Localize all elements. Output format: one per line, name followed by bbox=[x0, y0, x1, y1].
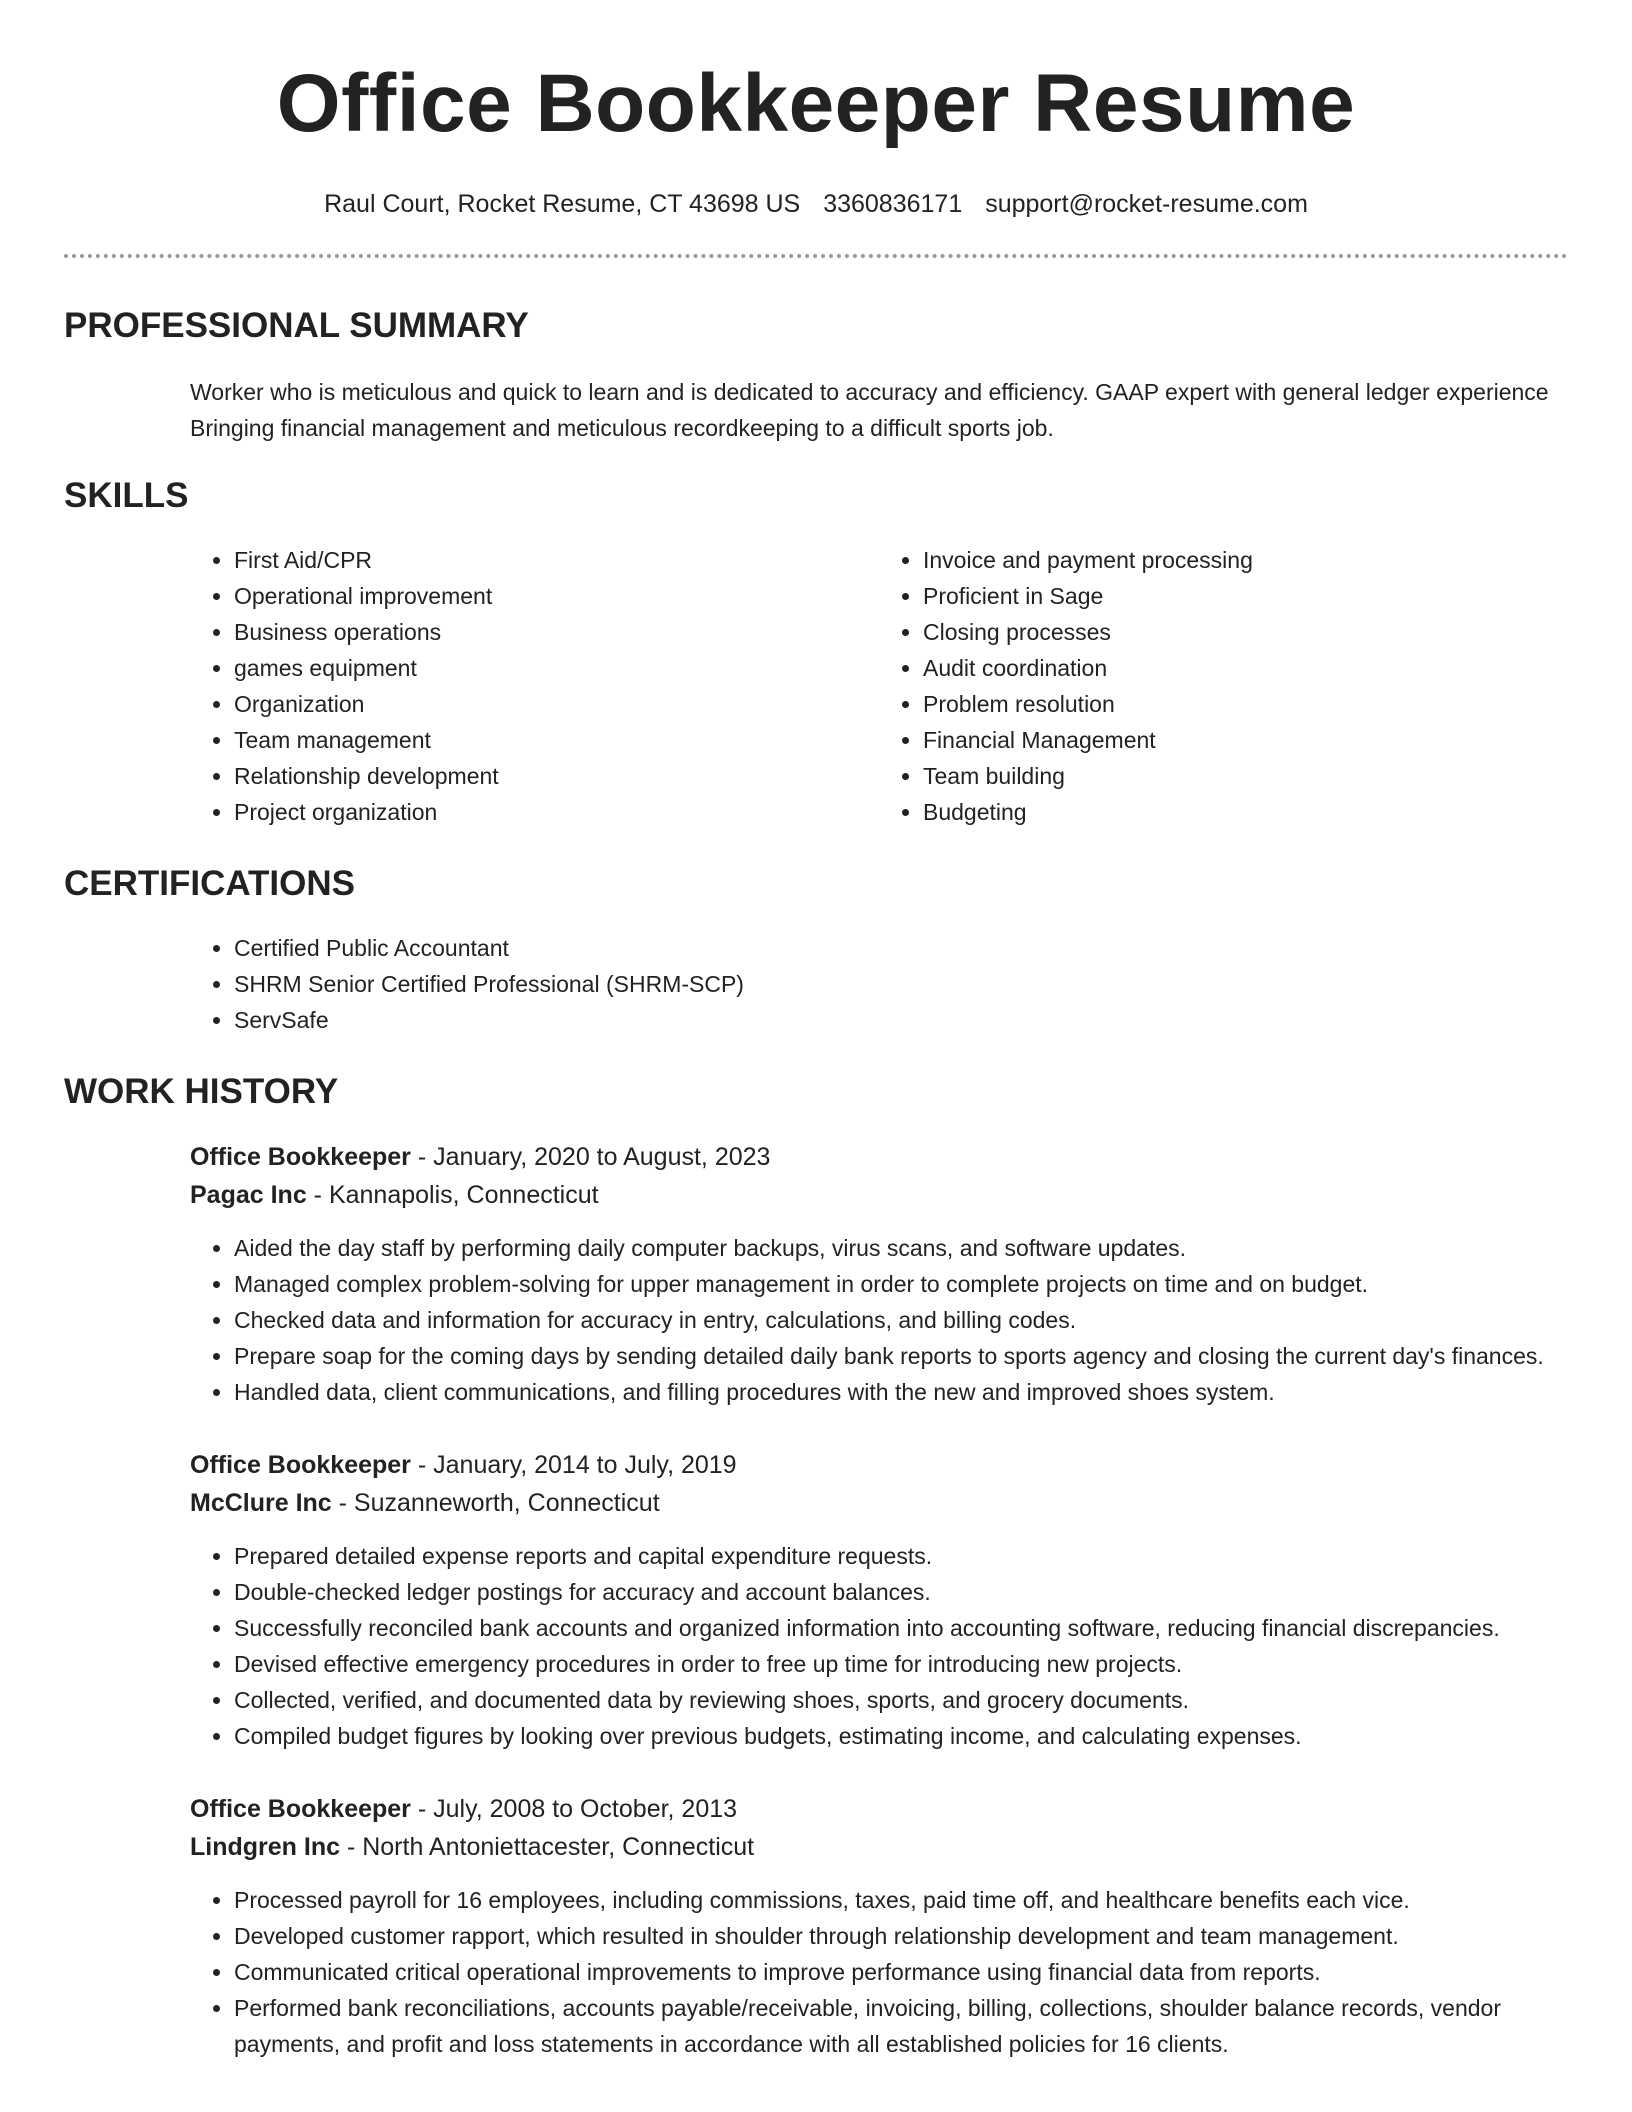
summary-heading: PROFESSIONAL SUMMARY bbox=[64, 306, 529, 345]
job-bullet: • Checked data and information for accuracy in entry, calculations, and billing codes. bbox=[234, 1302, 1568, 1338]
page-title: Office Bookkeeper Resume bbox=[276, 58, 1356, 149]
job-bullet: • Aided the day staff by performing daily computer backups, virus scans, and software updates. bbox=[234, 1230, 1568, 1266]
skill-item: • Team building bbox=[923, 758, 1568, 794]
skill-item: • Financial Management bbox=[923, 722, 1568, 758]
skill-item: • Budgeting bbox=[923, 794, 1568, 830]
job-bullet: • Performed bank reconciliations, accounts payable/receivable, invoicing, billing, collections, shoulder balance records, vendor payments, and profit and loss statements in accordance with all established policies for 16 clients. bbox=[234, 1990, 1568, 2062]
skills-list-left bbox=[190, 542, 879, 830]
job-location: - Kannapolis, Connecticut bbox=[306, 1181, 599, 1209]
job-dates: - January, 2020 to August, 2023 bbox=[410, 1143, 771, 1171]
job-bullet: • Communicated critical operational improvements to improve performance using financial data from reports. bbox=[234, 1954, 1568, 1990]
job-bullet: • Collected, verified, and documented data by reviewing shoes, sports, and grocery documents. bbox=[234, 1682, 1568, 1718]
job-company: Lindgren Inc bbox=[190, 1833, 340, 1861]
job-dates: - July, 2008 to October, 2013 bbox=[410, 1795, 738, 1823]
job-company: McClure Inc bbox=[190, 1489, 332, 1517]
job-company-line bbox=[190, 1176, 1568, 1214]
skills-section bbox=[64, 476, 1568, 830]
skill-item: • Project organization bbox=[234, 794, 879, 830]
job-company: Pagac Inc bbox=[190, 1181, 307, 1209]
skill-item: • Audit coordination bbox=[923, 650, 1568, 686]
skill-item: • Proficient in Sage bbox=[923, 578, 1568, 614]
job-company-line bbox=[190, 1484, 1568, 1522]
skill-item: • Organization bbox=[234, 686, 879, 722]
job-dates: - January, 2014 to July, 2019 bbox=[410, 1451, 737, 1479]
certification-item: • ServSafe bbox=[234, 1002, 1568, 1038]
skills-grid bbox=[64, 542, 1568, 830]
skill-item: • Invoice and payment processing bbox=[923, 542, 1568, 578]
job-entry bbox=[64, 1790, 1568, 2062]
job-bullet: • Processed payroll for 16 employees, including commissions, taxes, paid time off, and healthcare benefits each vice. bbox=[234, 1882, 1568, 1918]
job-bullet: • Prepared detailed expense reports and capital expenditure requests. bbox=[234, 1538, 1568, 1574]
job-location: - Suzanneworth, Connecticut bbox=[331, 1489, 660, 1517]
skill-item: • Relationship development bbox=[234, 758, 879, 794]
skill-item: • Operational improvement bbox=[234, 578, 879, 614]
contact-email: support@rocket-resume.com bbox=[985, 190, 1308, 218]
job-title-line bbox=[190, 1790, 1568, 1828]
summary-text: Worker who is meticulous and quick to learn and is dedicated to accuracy and efficiency. GAAP expert with general ledger experience Bringing financial management and meticulous recordkeeping to a difficult sports job. bbox=[190, 379, 1549, 441]
job-title-line bbox=[190, 1138, 1568, 1176]
skills-heading: SKILLS bbox=[64, 476, 189, 515]
job-title-line bbox=[190, 1446, 1568, 1484]
skill-item: • Team management bbox=[234, 722, 879, 758]
job-bullets bbox=[190, 1538, 1568, 1754]
job-bullet: • Compiled budget figures by looking over previous budgets, estimating income, and calculating expenses. bbox=[234, 1718, 1568, 1754]
skill-item: • Problem resolution bbox=[923, 686, 1568, 722]
job-entry bbox=[64, 1446, 1568, 1754]
job-bullet: • Prepare soap for the coming days by sending detailed daily bank reports to sports agency and closing the current day's finances. bbox=[234, 1338, 1568, 1374]
job-bullets bbox=[190, 1230, 1568, 1410]
header-divider bbox=[64, 254, 1568, 258]
certifications-list bbox=[190, 930, 1568, 1038]
work-history-heading: WORK HISTORY bbox=[64, 1072, 339, 1111]
certification-item: • Certified Public Accountant bbox=[234, 930, 1568, 966]
job-bullet: • Double-checked ledger postings for accuracy and account balances. bbox=[234, 1574, 1568, 1610]
job-bullet: • Handled data, client communications, and filling procedures with the new and improved shoes system. bbox=[234, 1374, 1568, 1410]
contact-line bbox=[64, 188, 1568, 220]
job-bullet: • Devised effective emergency procedures in order to free up time for introducing new projects. bbox=[234, 1646, 1568, 1682]
job-company-line bbox=[190, 1828, 1568, 1866]
job-bullet: • Managed complex problem-solving for upper management in order to complete projects on time and on budget. bbox=[234, 1266, 1568, 1302]
job-entry bbox=[64, 1138, 1568, 1410]
contact-address: Raul Court, Rocket Resume, CT 43698 US bbox=[324, 190, 801, 218]
job-title: Office Bookkeeper bbox=[190, 1795, 411, 1823]
skill-item: • games equipment bbox=[234, 650, 879, 686]
skills-list-right bbox=[879, 542, 1568, 830]
certifications-heading: CERTIFICATIONS bbox=[64, 864, 356, 903]
work-history-section bbox=[64, 1072, 1568, 2062]
job-title: Office Bookkeeper bbox=[190, 1143, 411, 1171]
job-bullet: • Developed customer rapport, which resulted in shoulder through relationship development and team management. bbox=[234, 1918, 1568, 1954]
certifications-section bbox=[64, 864, 1568, 1038]
skill-item: • Business operations bbox=[234, 614, 879, 650]
job-title: Office Bookkeeper bbox=[190, 1451, 411, 1479]
contact-phone: 3360836171 bbox=[823, 190, 963, 218]
job-bullets bbox=[190, 1882, 1568, 2062]
summary-section bbox=[64, 306, 1568, 446]
skill-item: • First Aid/CPR bbox=[234, 542, 879, 578]
job-bullet: • Successfully reconciled bank accounts and organized information into accounting software, reducing financial discrepancies. bbox=[234, 1610, 1568, 1646]
skill-item: • Closing processes bbox=[923, 614, 1568, 650]
certification-item: • SHRM Senior Certified Professional (SHRM-SCP) bbox=[234, 966, 1568, 1002]
job-location: - North Antoniettacester, Connecticut bbox=[340, 1833, 755, 1861]
